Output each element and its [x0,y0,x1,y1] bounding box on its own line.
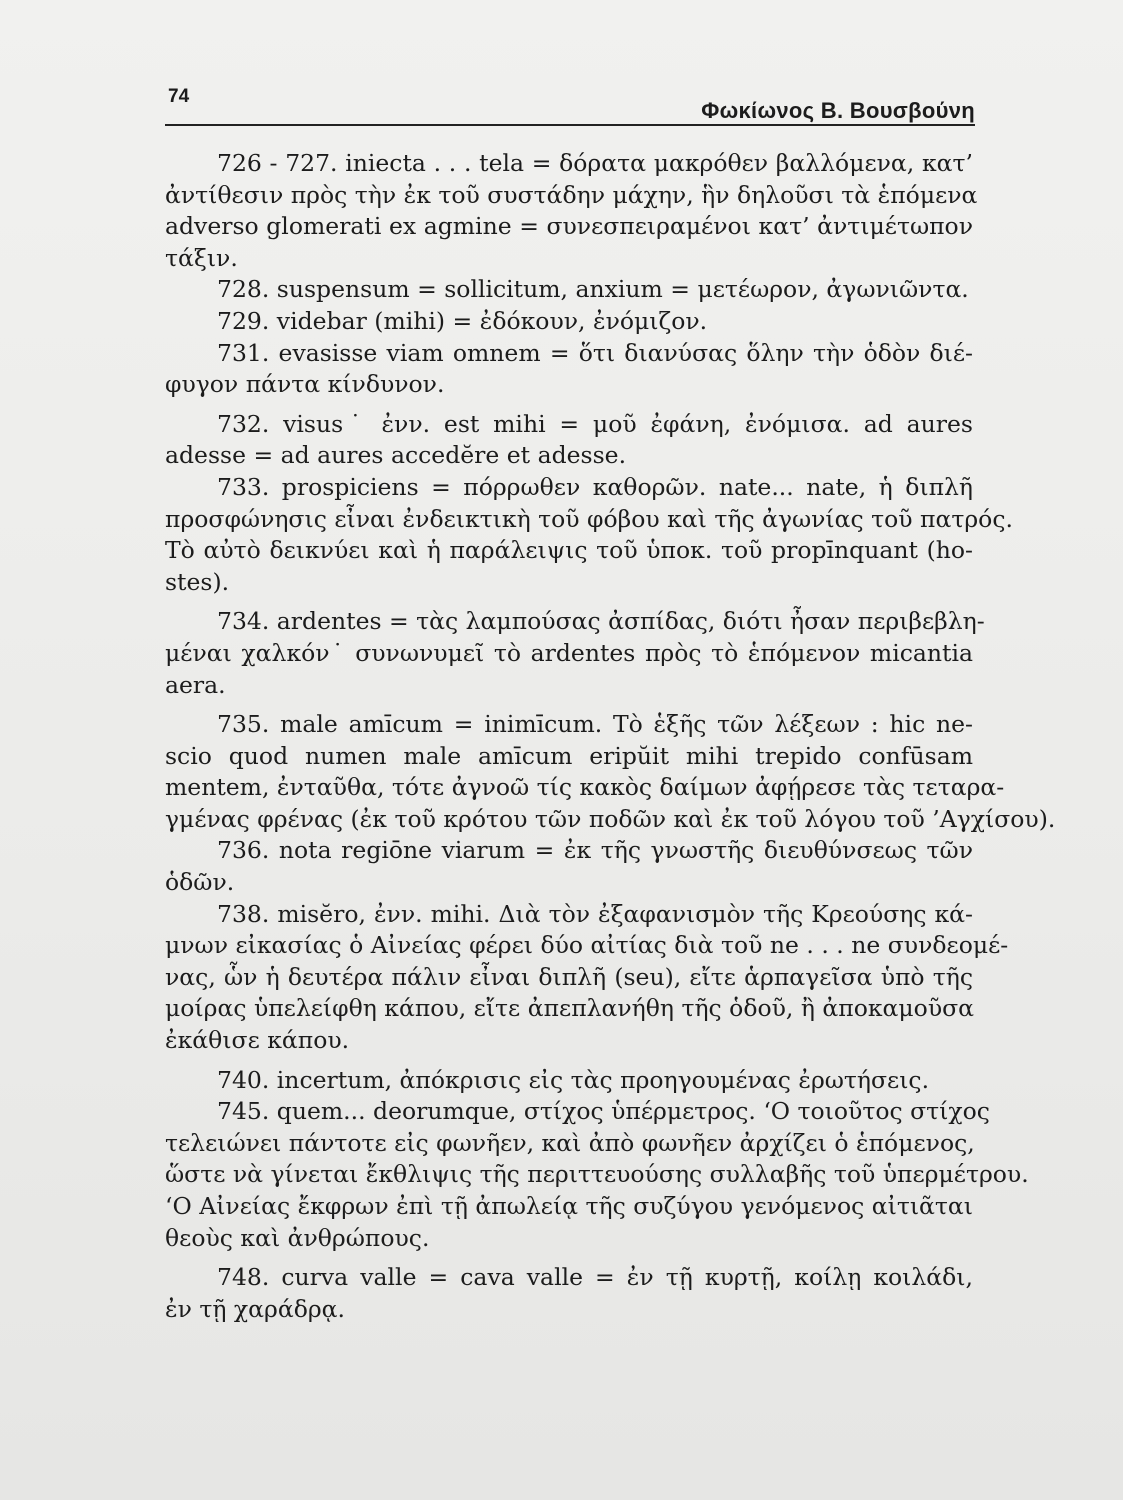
text-line: adesse = ad aures accedĕre et adesse. [165,441,627,470]
text-line: νας, ὧν ἡ δευτέρα πάλιν εἶναι διπλῆ (seu), εἴτε ἁρπαγεῖσα ὑπὸ τῆς [165,962,973,991]
text-line: 738. misĕro, ἐνν. mihi. Διὰ τὸν ἐξαφανισμὸν τῆς Κρεούσης κά- [217,899,973,928]
commentary-paragraph [165,1262,973,1325]
commentary-paragraph [165,606,985,701]
text-line: τελειώνει πάντοτε εἰς φωνῆεν, καὶ ἀπὸ φωνῆεν ἀρχίζει ὁ ἑπόμενος, [165,1128,975,1157]
text-line: 748. curva valle = cava valle = ἐν τῇ κυρτῇ, κοίλῃ κοιλάδι, [217,1263,973,1292]
commentary-paragraph [165,338,973,401]
text-line: 731. evasisse viam omnem = ὅτι διανύσας ὅλην τὴν ὁδὸν διέ- [217,338,973,367]
text-line: stes). [165,567,230,596]
paragraph-gap [165,401,973,409]
commentary-paragraph [165,709,1056,835]
commentary-paragraph [165,148,978,274]
text-line: ἐκάθισε κάπου. [165,1026,350,1055]
text-line: θεοὺς καὶ ἀνθρώπους. [165,1223,430,1252]
commentary-paragraph [165,472,1013,598]
text-line: ὥστε νὰ γίνεται ἔκθλιψις τῆς περιττευούσης συλλαβῆς τοῦ ὑπερμέτρου. [165,1160,1029,1189]
text-line: φυγον πάντα κίνδυνον. [165,370,445,399]
commentary-paragraph [165,835,973,898]
text-line: aera. [165,670,226,699]
text-line: 745. quem... deorumque, στίχος ὑπέρμετρος. ‘Ο τοιοῦτος στίχος [217,1097,990,1126]
running-head: Φωκίωνος Β. Βουσβούνη [701,98,975,123]
commentary-paragraph [165,1096,1029,1254]
text-line: ἐν τῇ χαράδρᾳ. [165,1294,346,1323]
text-line: 735. male amīcum = inimīcum. Τὸ ἑξῆς τῶν λέξεων : hic ne- [217,710,973,739]
text-line: scio quod numen male amīcum eripŭit mihi trepido confūsam [165,741,973,770]
text-line: προσφώνησις εἶναι ἐνδεικτικὴ τοῦ φόβου καὶ τῆς ἀγωνίας τοῦ πατρός. [165,504,1013,533]
commentary-body [165,148,1056,1325]
text-line: μνων εἰκασίας ὁ Αἰνείας φέρει δύο αἰτίας διὰ τοῦ ne . . . ne συνδεομέ- [165,931,1009,960]
text-line: ‘Ο Αἰνείας ἔκφρων ἐπὶ τῇ ἀπωλείᾳ τῆς συζύγου γενόμενος αἰτιᾶται [165,1192,973,1220]
text-line: 733. prospiciens = πόρρωθεν καθορῶν. nate... nate, ἡ διπλῆ [217,472,973,501]
text-line: γμένας φρένας (ἐκ τοῦ κρότου τῶν ποδῶν καὶ ἐκ τοῦ λόγου τοῦ ’Αγχίσου). [165,804,1056,833]
paragraph-gap [165,598,973,606]
text-line: ἀντίθεσιν πρὸς τὴν ἐκ τοῦ συστάδην μάχην, ἣν δηλοῦσι τὰ ἑπόμενα [165,180,978,209]
text-line: μέναι χαλκόν˙ συνωνυμεῖ τὸ ardentes πρὸς τὸ ἑπόμενον micantia [165,638,973,667]
text-line: 729. videbar (mihi) = ἐδόκουν, ἐνόμιζον. [217,306,708,335]
page-number: 74 [168,86,190,107]
text-line: τάξιν. [165,243,238,272]
commentary-paragraph [165,274,973,306]
text-line: 732. visus˙ ἐνν. est mihi = μοῦ ἐφάνη, ἐνόμισα. ad aures [217,409,973,438]
text-line: 734. ardentes = τὰς λαμπούσας ἀσπίδας, διότι ἦσαν περιβεβλη- [217,607,985,636]
paragraph-gap [165,701,973,709]
text-line: 736. nota regiōne viarum = ἐκ τῆς γνωστῆς διευθύνσεως τῶν [217,836,973,865]
text-line: 740. incertum, ἀπόκρισις εἰς τὰς προηγουμένας ἐρωτήσεις. [217,1065,930,1094]
commentary-paragraph [165,306,973,338]
text-line: 726 - 727. iniecta . . . tela = δόρατα μακρόθεν βαλλόμενα, κατ’ [217,149,973,177]
text-line: μοίρας ὑπελείφθη κάπου, εἴτε ἀπεπλανήθη τῆς ὁδοῦ, ἢ ἀποκαμοῦσα [165,994,975,1023]
text-line: ὁδῶν. [165,868,235,897]
commentary-paragraph [165,899,1009,1057]
page-header [165,84,975,124]
commentary-paragraph [165,1065,973,1097]
header-rule [165,124,975,126]
commentary-paragraph [165,409,973,472]
text-line: Τὸ αὐτὸ δεικνύει καὶ ἡ παράλειψις τοῦ ὑποκ. τοῦ propīnquant (ho- [165,536,973,565]
text-line: adverso glomerati ex agmine = συνεσπειραμένοι κατ’ ἀντιμέτωπον [165,212,973,241]
paragraph-gap [165,1057,973,1065]
paragraph-gap [165,1254,973,1262]
text-line: mentem, ἐνταῦθα, τότε ἀγνοῶ τίς κακὸς δαίμων ἀφῄρεσε τὰς τεταρα- [165,773,1005,802]
text-line: 728. suspensum = sollicitum, anxium = μετέωρον, ἀγωνιῶντα. [217,275,969,304]
